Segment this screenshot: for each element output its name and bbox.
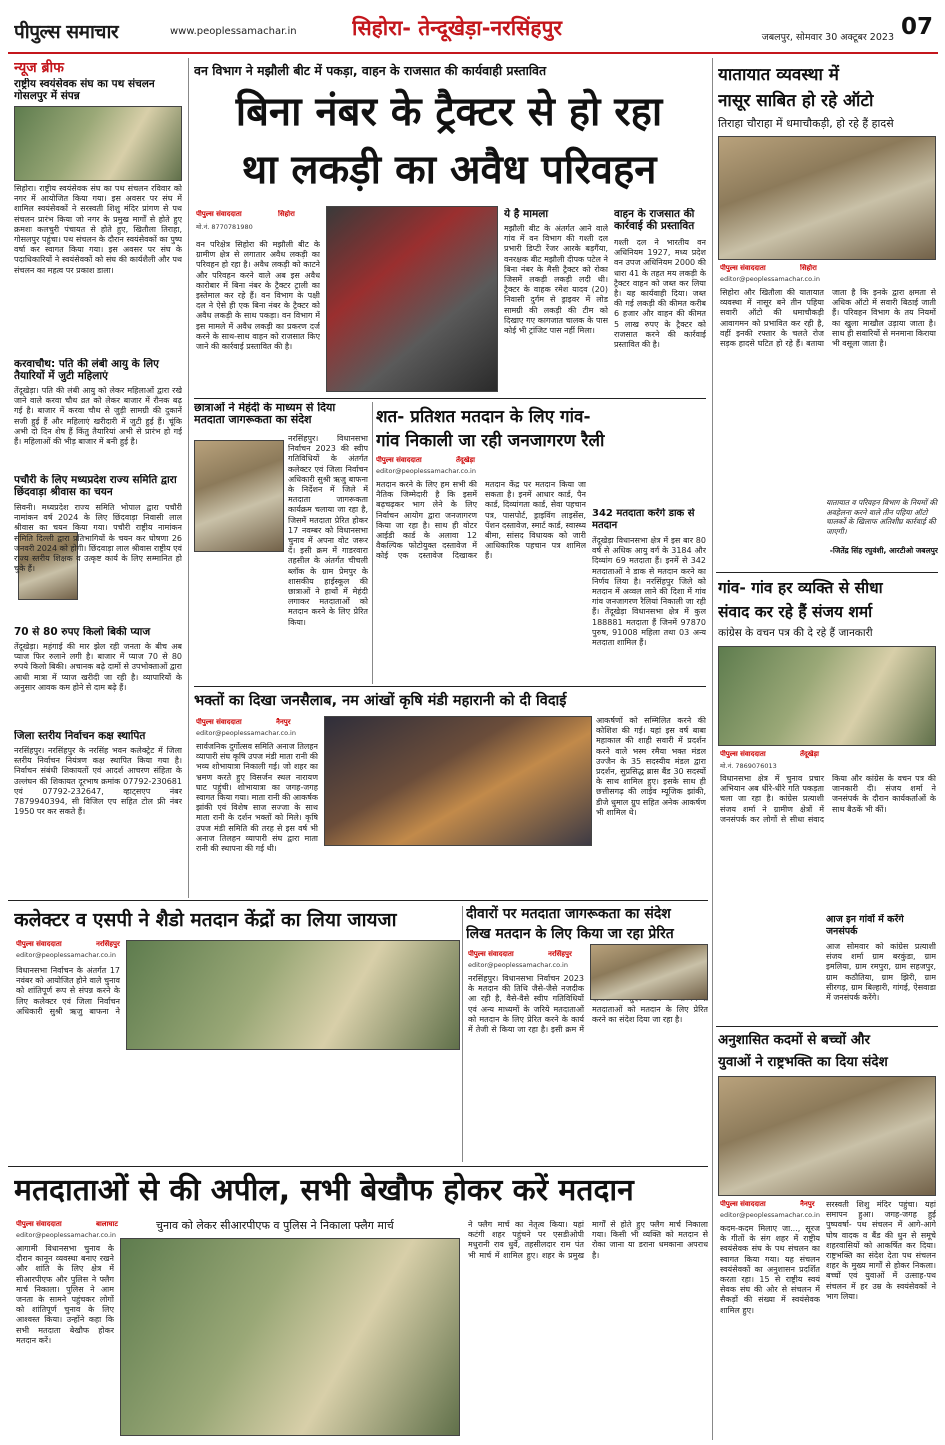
lead-sidebox-body: गश्ती दल ने भारतीय वन अधिनियम 1927, मध्य प्रदेश वन उपज अधिनियम 2000 की धारा 41 के तहत मय लकड़ी के ट्रैक्टर वाहन को जब्त कर लिया है। यह कार्यवाही दिया। जब्त की गई लकड़ी की कीमत करीब 6 हजार और वाहन की कीमत 5 लाख रुपए के ट्रैक्टर को राजसात करने की कार्रवाई प्रस्तावित की है।: [614, 238, 706, 350]
appeal-kicker: चुनाव को लेकर सीआरपीएफ व पुलिस ने निकाला फ्लैग मार्च: [156, 1219, 394, 1232]
brief-body-pachouri: सिवनी। मध्यप्रदेश राज्य समिति भोपाल द्वारा पचौरी नामांकन वर्ष 2024 के लिए छिंदवाड़ा निवासी लाल श्रीवास का चयन किया गया। पचौरी राष्ट्रीय नामांकन समिति दिल्ली द्वारा प्रतिभागियों के चयन कर घोषणा 26 जनवरी 2024 को होगी। छिंदवाड़ा लाल श्रीवास राष्ट्रीय एवं राज्य स्तरीय शिक्षक व उत्कृष्ट कार्य के लिए सम्मानित हो चुके हैं।: [14, 503, 182, 574]
rss-body: सरस्वती शिशु मंदिर पहुंचा। यहां समापन हुआ। जगह-जगह हुई पुष्पवर्षा- पथ संचलन में आगे-आगे घोष वादक व बैंड की धुन से समूचे शहरवासियों को आकर्षित कर दिया। राष्ट्रभक्ति का संदेश देता पथ संचलन शहर के मुख्य मार्गों से होकर निकला। बच्चों एवं युवाओं में उत्साह-पथ संचलन में हर उम्र के स्वयंसेवकों ने भाग लिया।: [826, 1200, 936, 1301]
flag-march-photo: [120, 1238, 460, 1436]
brief-body-control-room: नरसिंहपुर। नरसिंहपुर के नरसिंह भवन कलेक्ट्रेट में जिला स्तरीय निर्वाचन नियंत्रण कक्ष स्थापित किया गया है। निर्वाचन संबंधी शिकायतों एवं आदर्श आचरण संहिता के उल्लंघन की शिकायत दूरभाष क्रमांक 07792-230681 एवं 07792-232647, व्हाट्सएप नंबर 7879940394, सी विजिल एप सहित टोल फ्री नंबर 1950 पर कर सकते हैं।: [14, 746, 182, 817]
traffic-quote-author: -जितेंद्र सिंह रघुवंशी, आरटीओ जबलपुर: [829, 546, 938, 555]
rally-body: मतदान करने के लिए हम सभी की नैतिक जिम्मेदारी है कि इसमें बढ़चढ़कर भाग लेने के लिए निर्वाचन आयोग द्वारा जनजागरण किया जा रहा है। साथ ही वोटर आईडी कार्ड के अलावा 12 वैकल्पिक फोटोयुक्त दस्तावेज में कोई एक दस्तावेज दिखाकर मतदान केंद्र पर मतदान किया जा सकता है। इनमें आधार कार्ड, पैन कार्ड, दिव्यांगता कार्ड, सेवा पहचान पत्र, पासपोर्ट, ड्राइविंग लाइसेंस, पेंशन दस्तावेज, स्मार्ट कार्ड, स्वास्थ्य बीमा, सांसद विधायक को जारी आधिकारिक पहचान पत्र शामिल हैं।: [376, 480, 586, 561]
sharma-body: विधानसभा क्षेत्र में चुनाव प्रचार अभियान अब धीरे-धीरे गति पकड़ता चला जा रहा है। कांग्रेस प्रत्याशी संजय शर्मा ने ग्रामीण क्षेत्रों में जनसंपर्क कर लोगों से सीधा संवाद किया और कांग्रेस के वचन पत्र की जानकारी दी। संजय शर्मा ने जनसंपर्क के दौरान कार्यकर्ताओं के साथ बैठकें भी कीं।: [720, 774, 936, 824]
rally-byline: पीपुल्स संवाददाता: [376, 456, 422, 464]
sharma-body2: आज सोमवार को कांग्रेस प्रत्याशी संजय शर्मा ग्राम बरकुंडा, ग्राम इमलिया, ग्राम रमपुरा, ग्राम सहजपुर, ग्राम कठौतिया, ग्राम झिरी, ग्राम सीरगड़, ग्राम बिल्हारी, गांगई, ऐसवाडा में जनसंपर्क करेंगे।: [826, 942, 936, 1003]
mehndi-body: नरसिंहपुर। विधानसभा निर्वाचन 2023 की स्वीप गतिविधियों के अंतर्गत कलेक्टर एवं जिला निर्वाचन अधिकारी सुश्री ऋजु बाफना के निर्देशन में जिले में मतदाता जागरूकता कार्यक्रम चलाया जा रहा है, जिसमें मतदाता प्रेरित होकर 17 नवम्बर को विधानसभा चुनाव में अपना वोट जरूर दें। इसी क्रम में गाडरवारा तहसील के अंतर्गत चीचली ब्लॉक के ग्राम प्रेमपुर के शासकीय हाईस्कूल की छात्राओं ने हाथों में मेहंदी लगाकर मतदाताओं को मतदान करने के लिए प्रेरित किया।: [288, 434, 368, 627]
brief-headline-control-room: जिला स्तरीय निर्वाचन कक्ष स्थापित: [14, 730, 146, 742]
rally-body2: तेंदूखेड़ा विधानसभा क्षेत्र में इस बार 80 वर्ष से अधिक आयु वर्ग के 3184 और दिव्यांग 69 मतदाता हैं। इनमें से 342 मतदाताओं ने डाक से मतदान करने का निर्णय लिया है। नरसिंहपुर जिले को मतदान में अव्वल लाने की दिशा में गांव गांव जनजागरण रैलियां निकाली जा रही हैं। तेंदूखेड़ा विधानसभा क्षेत्र में कुल 188881 मतदाता हैं जिनमें 97870 पुरुष, 91008 महिला तथा 03 अन्य मतदाता शामिल हैं।: [592, 536, 706, 648]
logo[interactable]: पीपुल्स समाचार: [14, 21, 119, 43]
lead-subbox-body: मझौली बीट के अंतर्गत आने वाले गांव में वन विभाग की गश्ती दल प्रभारी डिप्टी रेंजर आरके बड़गैंया, वनरक्षक बीट मझौली दीपक पटेल ने बिना नंबर के मैसी ट्रैक्टर को रोका जिसमें लकड़ी लकड़ी लदी थी। ट्रैक्टर के वाहक रमेश यादव (20) निवासी दुर्गम से ड्राइवर में लोड सामग्री की लकड़ी की टीम को दिखाए गए कागजात चालक के पास कोई भी ट्रांजिट पास नहीं मिला।: [504, 224, 608, 336]
lead-sidebox-title: वाहन के राजसात की कार्रवाई की प्रस्तावित: [614, 208, 695, 232]
collector-body: विधानसभा निर्वाचन के अंतर्गत 17 नवंबर को आयोजित होने वाले चुनाव को शांतिपूर्ण रूप से संपन्न करने के लिए कलेक्टर एवं जिला निर्वाचन अधिकारी सुश्री ऋजु बाफना ने: [16, 966, 120, 1016]
lead-place: सिहोरा: [278, 210, 295, 218]
brief-headline-karwachauth: करवाचौथ: पति की लंबी आयु के लिए तैयारियों में जुटी महिलाएं: [14, 358, 159, 382]
appeal-email[interactable]: editor@peoplessamachar.co.in: [16, 1231, 116, 1239]
wall-place: नरसिंहपुर: [548, 950, 572, 958]
appeal-byline: पीपुल्स संवाददाता: [16, 1220, 62, 1228]
collector-byline: पीपुल्स संवाददाता: [16, 940, 62, 948]
wall-painting-photo: [590, 944, 708, 1000]
mehndi-photo: [194, 440, 284, 552]
appeal-place: बालाघाट: [96, 1220, 118, 1228]
page-number: 07: [900, 14, 933, 40]
rss-brief-photo: [14, 106, 182, 181]
lead-headline-line2: था लकड़ी का अवैध परिवहन: [241, 147, 657, 193]
brief-body-rss: सिहोरा। राष्ट्रीय स्वयंसेवक संघ का पथ संचलन रविवार को नगर में आयोजित किया गया। इस अवसर पर संघ में शामिल स्वयंसेवकों ने सरस्वती शिशु मंदिर प्रांगण से पथ संचलन प्रारंभ किया जो नगर के प्रमुख मार्गों से होते हुए क्रमशः कलचुरी पंचायत से होते हुए, खितौला तिराहा, गोसलपुर पहुंचा। पथ संचलन के दौरान स्वयंसेवकों का पुष्प वर्षा कर स्वागत किया गया। इस अवसर पर संघ के पदाधिकारियों ने स्वयंसेवकों को संघ की कार्यशैली और पथ संचलन का महत्व पर प्रकाश डाला।: [14, 184, 182, 275]
traffic-body: सिहोरा और खितौला की यातायात व्यवस्था में नासूर बने तीन पहिया सवारी ऑटो की धमाचौकड़ी आवागमन को प्रभावित कर रही है, वहीं इनकी रफ्तार के चलते रोज सड़क हादसे घटित हो रहे हैं। बताया जाता है कि इनके द्वारा क्षमता से अधिक ऑटो में सवारी बिठाई जाती हैं। परिवहन विभाग के तय नियमों का खुला माखौल उड़ाया जाता है। साथ ही सवारियों से मनमाना किराया भी वसूला जाता है।: [720, 288, 936, 349]
traffic-headline-line1: यातायात व्यवस्था में: [718, 65, 839, 85]
lead-subbox-title: ये है मामला: [504, 208, 549, 220]
farewell-headline: भक्तों का दिखा जनसैलाब, नम आंखों कृषि मंडी महारानी को दी विदाई: [194, 693, 567, 709]
brief-body-onion: तेंदूखेड़ा। महंगाई की मार झेल रही जनता के बीच अब प्याज फिर रुलाने लगी है। बाजार में प्याज 70 से 80 रुपये किलो बिकी। अचानक बढ़े दामों से उपभोक्ताओं द्वारा आधी मात्रा में प्याज खरीदी जा रही है। व्यापारियों के अनुसार आवक कम होने से दाम बढ़े हैं।: [14, 642, 182, 692]
sharma-subhead: आज इन गांवों में करेंगे जनसंपर्क: [826, 914, 904, 937]
wall-body: नरसिंहपुर। विधानसभा निर्वाचन 2023 के मतदान की तिथि जैसे-जैसे नजदीक आ रही है, वैसे-वैसे स्वीप गतिविधियों एवं अन्य माध्यमों के जरिये मतदाताओं को मतदान के लिए प्रेरित करने के कार्य में तेजी से किया जा रहा है। इसी क्रम में मतदाताओं को मतदान के लिए प्रेरित करने का संदेश दिया जा रहा है।: [468, 974, 708, 1035]
traffic-email[interactable]: editor@peoplessamachar.co.in: [720, 275, 820, 283]
lead-mobile: मो.नं. 8770781980: [196, 223, 253, 231]
rally-place: तेंदूखेड़ा: [456, 456, 475, 464]
brief-headline-onion: 70 से 80 रुपए किलो बिकी प्याज: [14, 626, 151, 638]
sharma-byline: पीपुल्स संवाददाता: [720, 750, 766, 758]
appeal-body2: ने फ्लैग मार्च का नेतृत्व किया। यहां कटंगी शहर पहुंचने पर एसडीओपी मधुरानी राव धुर्वे, तहसीलदार राम पंत भी मार्च में शामिल हुए। शहर के प्रमुख मार्गों से होते हुए फ्लैग मार्च निकाला गया। किसी भी व्यक्ति को मतदान से रोका जाना या डराना धमकाना अपराध है।: [468, 1220, 708, 1260]
collector-visit-photo: [126, 940, 460, 1050]
farewell-byline: पीपुल्स संवाददाता: [196, 718, 242, 726]
collector-place: नरसिंहपुर: [96, 940, 120, 948]
sharma-kicker: कांग्रेस के वचन पत्र की दे रहे हैं जानकारी: [718, 627, 873, 639]
site-url[interactable]: www.peoplessamachar.in: [170, 26, 297, 37]
rss-headline-line1: अनुशासित कदमों से बच्चों और: [718, 1032, 871, 1048]
traffic-headline-line2: नासूर साबित हो रहे ऑटो: [718, 91, 874, 111]
rss-headline-line2: युवाओं ने राष्ट्रभक्ति का दिया संदेश: [718, 1054, 888, 1070]
farewell-body: सार्वजनिक दुर्गोत्सव समिति अनाज तिलहन व्यापारी संघ कृषि उपज मंडी माता रानी की भव्य शोभायात्रा निकाली गई। जो शहर का भ्रमण करते हुए विसर्जन स्थल नारायण घाट पहुंची। शोभायात्रा का जगह-जगह स्वागत किया गया। माता रानी की आकर्षक झांकी एवं विशेष साज सज्जा के साथ माता रानी के दर्शन भक्तों को मिले। कृषि उपज मंडी समिति की तरह से इस वर्ष भी अनाज तिलहन व्यापारी संघ द्वारा माता रानी की स्थापना की गई थी।: [196, 742, 318, 854]
rss-body2: कदम-कदम मिलाए जा..., सूरज के गीतों के संग शहर में राष्ट्रीय स्वयंसेवक संघ के पथ संचलन का स्वागत किया गया। यह संचलन स्वयंसेवकों का अनुशासन प्रदर्शित करता रहा। 15 से राष्ट्रीय स्वयं सेवक संघ की ओर से संचलन में सैकड़ों की संख्या में स्वयंसेवक शामिल हुए।: [720, 1224, 820, 1315]
tractor-photo: [326, 206, 498, 392]
sharma-campaign-photo: [718, 646, 936, 746]
collector-email[interactable]: editor@peoplessamachar.co.in: [16, 951, 116, 959]
mehndi-headline: छात्राओं ने मेहंदी के माध्यम से दिया मतदाता जागरूकता का संदेश: [194, 402, 336, 426]
rally-subhead: 342 मतदाता करेंगे डाक से मतदान: [592, 508, 695, 531]
farewell-procession-photo: [324, 716, 592, 846]
sharma-mobile: मो.नं. 7869076013: [720, 762, 777, 770]
traffic-kicker: तिराहा चौराहा में धमाचौकड़ी, हो रहे हैं हादसे: [718, 117, 894, 130]
brief-headline-pachouri: पचौरी के लिए मध्यप्रदेश राज्य समिति द्वारा छिंदवाड़ा श्रीवास का चयन: [14, 474, 177, 498]
rally-headline-line2: गांव निकाली जा रही जनजागरण रैली: [376, 431, 605, 450]
lead-headline-line1: बिना नंबर के ट्रैक्टर से हो रहा: [235, 89, 663, 135]
sharma-place: तेंदूखेड़ा: [800, 750, 819, 758]
wall-headline-line1: दीवारों पर मतदाता जागरूकता का संदेश: [466, 906, 671, 922]
lead-kicker: वन विभाग ने मझौली बीट में पकड़ा, वाहन के राजसात की कार्यवाही प्रस्तावित: [194, 63, 547, 78]
brief-body-karwachauth: तेंदूखेड़ा। पति की लंबी आयु को लेकर महिलाओं द्वारा रखे जाने वाले करवा चौथ व्रत को लेकर बाजार में रौनक बढ़ गई है। बाजार में करवा चौथ से जुड़ी सामग्री की दुकानें सजी हुई हैं और महिलाएं खरीदारी में जुटी हुई हैं। चूंकि अभी दो दिन शेष हैं किंतु तैयारियां अभी से प्रारंभ हो गई हैं। महिलाओं की भीड़ बाजार में बनी हुई है।: [14, 386, 182, 447]
appeal-headline: मतदाताओं से की अपील, सभी बेखौफ होकर करें मतदान: [14, 1173, 634, 1208]
rally-headline-line1: शत- प्रतिशत मतदान के लिए गांव-: [376, 407, 591, 426]
traffic-quote: यातायात व परिवहन विभाग के नियमों की अवहेलना करने वाले तीन पहिया ऑटो चालकों के खिलाफ अतिशीघ्र कार्रवाई की जाएगी।: [826, 498, 938, 536]
appeal-body: आगामी विधानसभा चुनाव के दौरान कानून व्यवस्था बनाए रखने और शांति के लिए क्षेत्र में सीआरपीएफ और पुलिस ने फ्लैग मार्च निकाला। पुलिस ने आम जनता के सामने पहुंचकर लोगों को शांतिपूर्ण चुनाव के लिए आश्वस्त किया। उन्होंने कहा कि सभी मतदाता बेखौफ होकर मतदान करें।: [16, 1244, 114, 1345]
rss-place: नैनपुर: [800, 1200, 815, 1208]
auto-traffic-photo: [718, 136, 936, 260]
masthead: [0, 0, 945, 52]
wall-email[interactable]: editor@peoplessamachar.co.in: [468, 961, 568, 969]
wall-byline: पीपुल्स संवाददाता: [468, 950, 514, 958]
rss-march-photo: [718, 1076, 936, 1196]
dateline: जबलपुर, सोमवार 30 अक्टूबर 2023: [761, 32, 894, 43]
news-brief-label: न्यूज ब्रीफ: [14, 60, 64, 76]
sharma-headline-line2: संवाद कर रहे हैं संजय शर्मा: [718, 603, 873, 621]
section-title: सिहोरा- तेन्दूखेड़ा-नरसिंहपुर: [352, 16, 563, 40]
rss-email[interactable]: editor@peoplessamachar.co.in: [720, 1211, 820, 1219]
sharma-headline-line1: गांव- गांव हर व्यक्ति से सीधा: [718, 579, 883, 597]
lead-body: वन परिक्षेत्र सिहोरा की मझौली बीट के ग्रामीण क्षेत्र से लगातार अवैध लकड़ी का परिवहन हो रहा है। अवैध लकड़ी को काटने और परिवहन करने वाले अब इस अवैध कारोबार में बिना नंबर के ट्रैक्टर ट्राली का इस्तेमाल कर रहे हैं। वन विभाग के पक्षी दल ने ऐसे ही एक बिना नंबर के ट्रैक्टर को अवैध लकड़ी के साथ पकड़ा। वन विभाग में इस मामले में अवैध लकड़ी का प्रकरण दर्ज करने के साथ-साथ वाहन को राजसात किए जाने की कार्रवाई प्रस्तावित की है।: [196, 240, 320, 352]
collector-headline: कलेक्टर व एसपी ने शैडो मतदान केंद्रों का लिया जायजा: [14, 909, 397, 931]
traffic-place: सिहोरा: [800, 264, 817, 272]
farewell-place: नैनपुर: [276, 718, 291, 726]
farewell-email[interactable]: editor@peoplessamachar.co.in: [196, 729, 296, 737]
lead-byline: पीपुल्स संवाददाता: [196, 210, 242, 218]
traffic-byline: पीपुल्स संवाददाता: [720, 264, 766, 272]
rss-byline: पीपुल्स संवाददाता: [720, 1200, 766, 1208]
farewell-body2: आकर्षणों को सम्मिलित करने की कोशिश की गई। यहां इस वर्ष बाबा महाकाल की शाही सवारी में प्रदर्शन करने वाले भस्म रमैया भक्त मंडल उज्जैन के 35 सदस्यीय मंडल द्वारा प्रदर्शन, सुप्रसिद्ध ब्रास बैंड 30 सदस्यों के साथ शामिल हुए। इसके साथ ही छत्तीसगढ़ की लाईव म्यूजिक झांकी, डीजे धुमाल ग्रुप सहित अनेक आकर्षण भी शामिल थे।: [596, 716, 706, 817]
wall-headline-line2: लिख मतदान के लिए किया जा रहा प्रेरित: [466, 926, 674, 942]
rally-email[interactable]: editor@peoplessamachar.co.in: [376, 467, 476, 475]
brief-headline-rss: राष्ट्रीय स्वयंसेवक संघ का पथ संचलन गोसलपुर में संपन्न: [14, 78, 155, 102]
